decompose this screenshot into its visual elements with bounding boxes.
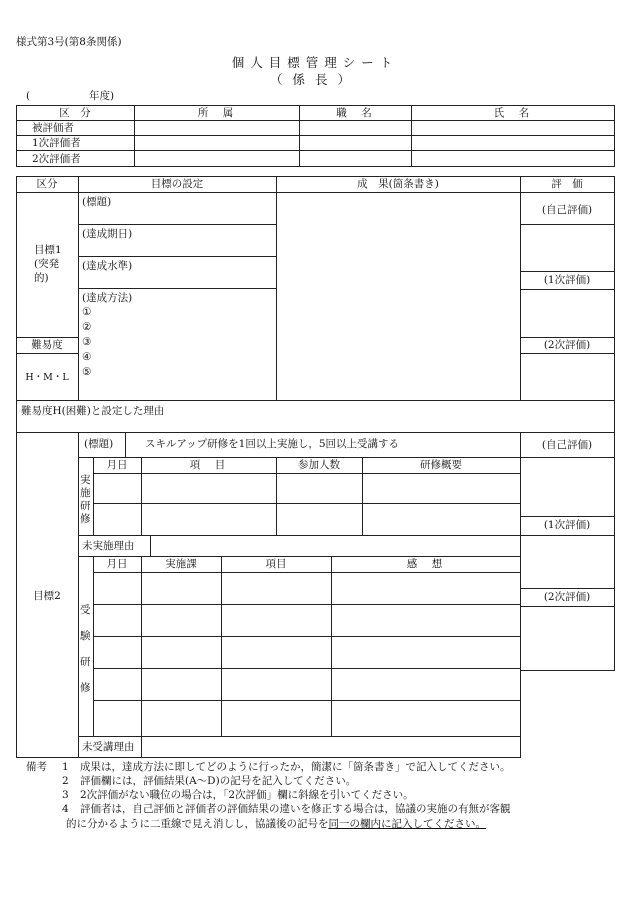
conduct-header-summary: 研修概要 [420,459,462,471]
unconducted-reason-label: 未実施理由 [82,540,135,552]
difficulty-options: H・M・L [25,372,69,383]
note-4-number: 4 [62,803,69,815]
attend-label-3: 研 [80,656,91,668]
page-title: 個人目標管理シート [231,55,399,70]
difficulty-label: 難易度 [31,339,63,351]
attend-header-date: 月日 [106,558,128,570]
difficulty-reason-label: 難易度H(困難)と設定した理由 [21,405,165,417]
conduct-header-participants: 参加人数 [298,459,340,471]
person-header-position: 職 名 [336,107,374,119]
conduct-label-4: 修 [80,513,91,525]
row-evaluatee: 被評価者 [32,122,74,134]
attend-label-2: 験 [80,630,91,642]
note-2-text: 評価欄には，評価結果(A〜D)の記号を記入してください。 [80,775,357,787]
note-2-number: 2 [62,775,69,787]
goal1-method-label: (達成方法) [82,292,133,304]
note-4-continuation-a: 的に分かるように二重線で見え消しし，協議後の記号を [66,818,329,830]
attend-header-impression: 感 想 [406,558,445,570]
attend-label-1: 受 [80,604,91,616]
goal2-title-text: スキルアップ研修を1回以上実施し，5回以上受講する [145,438,400,450]
header-result: 成 果(箇条書き) [357,178,439,190]
note-1-number: 1 [62,761,69,773]
unattended-reason-label: 未受講理由 [82,741,135,753]
goal1-deadline-label: (達成期日) [82,228,133,240]
page-subtitle: （係長） [269,72,360,87]
header-evaluation: 評 価 [551,178,583,190]
person-header-name: 氏 名 [493,107,532,119]
attend-header-department: 実施課 [165,558,197,570]
goal1-second-eval: (2次評価) [543,339,591,351]
goal2-label: 目標2 [33,590,61,602]
note-4-text: 評価者は，自己評価と評価者の評価結果の違いを修正する場合は，協議の実施の有無が客観 [80,803,511,815]
goal1-self-eval: (自己評価) [541,204,593,216]
note-3-number: 3 [62,789,69,801]
attend-label-4: 修 [80,682,91,694]
goal1-label-line3: 的) [34,272,49,284]
row-second-evaluator: 2次評価者 [32,153,81,165]
header-kubun: 区分 [36,178,58,190]
conduct-header-date: 月日 [106,459,128,471]
goal2-second-eval: (2次評価) [543,591,591,603]
person-header-kubun: 区 分 [59,107,91,119]
row-first-evaluator: 1次評価者 [32,137,81,149]
conduct-label-3: 研 [80,500,91,512]
goal1-label-line2: (突発 [34,258,60,270]
goal2-self-eval: (自己評価) [541,439,593,451]
conduct-label-2: 施 [80,487,91,499]
note-1-text: 成果は，達成方法に即してどのように行ったか，簡潔に「箇条書き」で記入してください。 [80,761,511,773]
fiscal-year-label: 年度) [89,90,115,102]
fiscal-year-open: ( [26,90,31,102]
note-3-text: 2次評価がない職位の場合は，「2次評価」欄に斜線を引いてください。 [80,789,414,801]
notes-label: 備考 [26,761,47,773]
goal1-first-eval: (1次評価) [543,274,591,286]
attend-header-item: 項目 [265,558,287,570]
goal1-method-5: ⑤ [82,366,92,378]
form-number: 様式第3号(第8条関係) [16,36,122,48]
goal2-title-label: (標題) [84,438,114,450]
goal1-method-4: ④ [82,351,92,363]
goal1-label-line1: 目標1 [34,244,62,256]
conduct-header-item: 項 目 [189,459,228,471]
goal1-method-3: ③ [82,336,92,348]
goal2-first-eval: (1次評価) [543,519,591,531]
note-4-continuation [66,818,486,831]
goal1-title-label: (標題) [82,196,112,208]
person-header-affiliation: 所 属 [197,107,236,119]
goal1-method-2: ② [82,321,92,333]
goal1-method-1: ① [82,306,92,318]
header-goal-setting: 目標の設定 [150,178,204,190]
note-4-continuation-underlined: 同一の欄内に記入してください。 [328,818,486,830]
conduct-label-1: 実 [80,474,91,486]
goal1-level-label: (達成水準) [82,260,133,272]
